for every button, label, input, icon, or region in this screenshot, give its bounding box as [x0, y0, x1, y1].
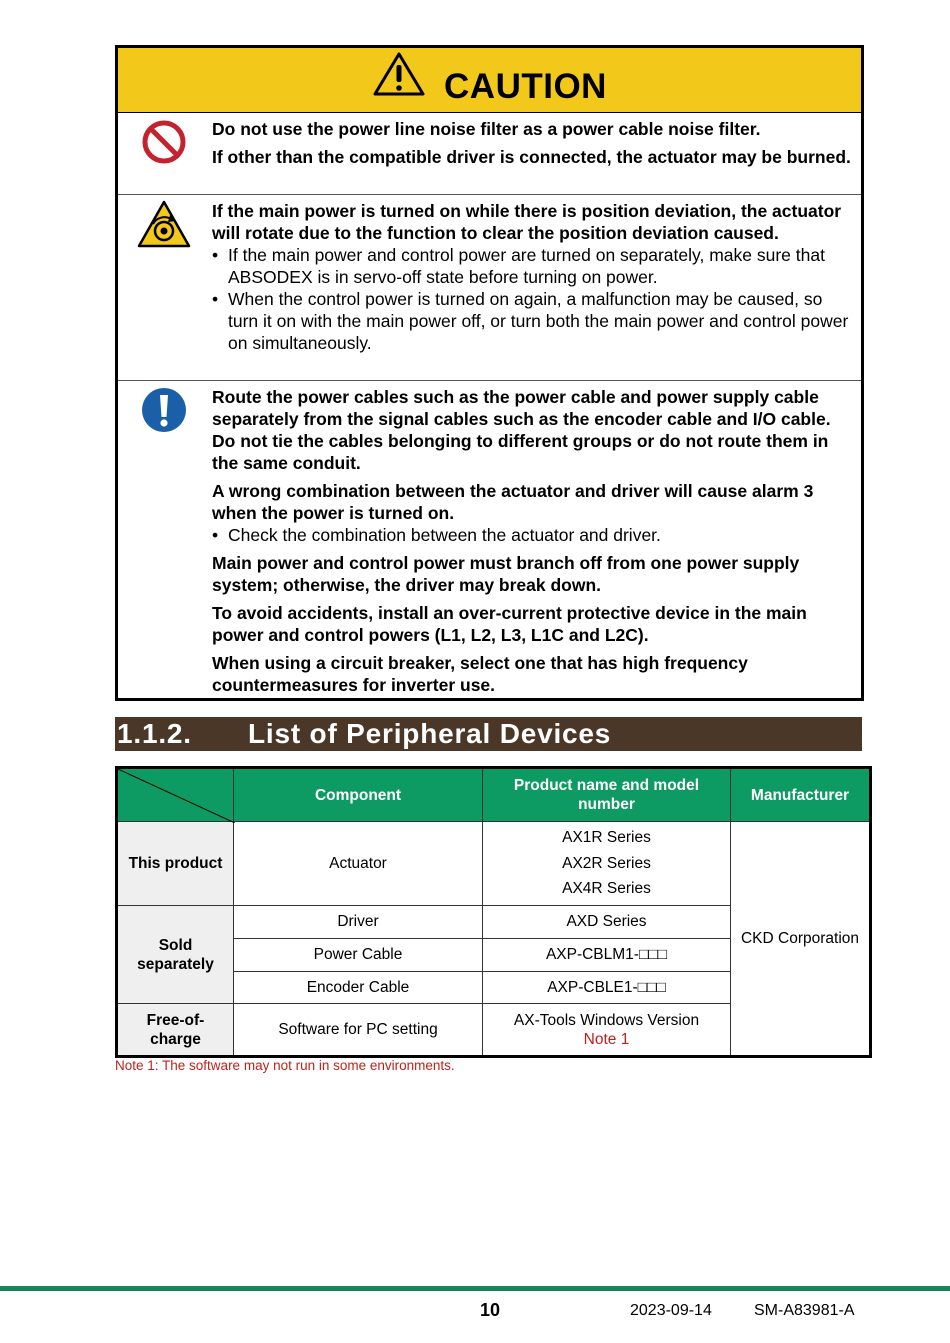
row-header: This product: [117, 822, 234, 906]
table-cell: AXP-CBLE1-□□□: [483, 972, 731, 1004]
column-header: Manufacturer: [731, 768, 871, 822]
caution-row-noise-filter: [118, 113, 861, 195]
section-title: List of Peripheral Devices: [248, 718, 612, 749]
section-number: 1.1.2.: [117, 718, 192, 749]
mandatory-exclamation-icon: [141, 387, 187, 701]
rotation-hazard-icon: [137, 200, 191, 380]
bullet-item: • If the main power and control power are turned on separately, make sure that ABSODEX is in servo-off state before turning on power.: [212, 245, 825, 287]
manufacturer-cell: CKD Corporation: [731, 822, 871, 1057]
caution-text: Route the power cables such as the power cable and power supply cable separately from the signal cables such as the encoder cable and I/O cable. Do not tie the cables belonging to different groups or do not route them in the same conduit.: [212, 387, 831, 473]
table-cell: AXP-CBLM1-□□□: [483, 939, 731, 972]
table-cell: AX-Tools Windows Version Note 1: [483, 1004, 731, 1057]
caution-text: A wrong combination between the actuator and driver will cause alarm 3 when the power is turned on.: [212, 481, 814, 523]
table-cell: AXD Series: [483, 906, 731, 939]
table-cell: Actuator: [234, 822, 483, 906]
peripheral-devices-table: [115, 766, 872, 1058]
table-cell: AX1R Series AX2R Series AX4R Series: [483, 822, 731, 906]
section-heading: [115, 717, 862, 751]
prohibition-icon: [141, 119, 187, 194]
table-note: Note 1: The software may not run in some environments.: [115, 1058, 455, 1073]
table-cell: Software for PC setting: [234, 1004, 483, 1057]
table-cell: Encoder Cable: [234, 972, 483, 1004]
caution-row-cabling: [118, 381, 861, 701]
table-row: [117, 822, 871, 906]
caution-row-position-deviation: [118, 195, 861, 381]
caution-text: Do not use the power line noise filter as a power cable noise filter.: [212, 119, 761, 139]
page-number: 10: [480, 1300, 501, 1320]
table-cell: Power Cable: [234, 939, 483, 972]
row-header: Sold separately: [117, 906, 234, 1004]
caution-heading: If the main power is turned on while there is position deviation, the actuator will rotate due to the function to clear the position deviation caused.: [212, 201, 842, 243]
column-header: Product name and model number: [483, 768, 731, 822]
caution-title: CAUTION: [444, 67, 607, 106]
table-corner-cell: [117, 768, 234, 822]
caution-text: To avoid accidents, install an over-current protective device in the main power and control powers (L1, L2, L3, L1C and L2C).: [212, 603, 807, 645]
bullet-item: • Check the combination between the actuator and driver.: [212, 525, 661, 545]
table-header-row: [117, 768, 871, 822]
table-cell: Driver: [234, 906, 483, 939]
warning-triangle-icon: [372, 59, 426, 102]
caution-text: Main power and control power must branch off from one power supply system; otherwise, the driver may break down.: [212, 553, 800, 595]
footer-document-id: SM-A83981-A: [754, 1302, 855, 1319]
caution-box: [115, 45, 864, 701]
footer-divider: [0, 1286, 950, 1291]
bullet-item: • When the control power is turned on again, a malfunction may be caused, so turn it on with the main power off, or turn both the main power and control power on simultaneously.: [212, 289, 849, 353]
caution-header: [118, 48, 861, 113]
row-header: Free-of-charge: [117, 1004, 234, 1057]
caution-text: If other than the compatible driver is connected, the actuator may be burned.: [212, 147, 851, 167]
caution-text: When using a circuit breaker, select one that has high frequency countermeasures for inverter use.: [212, 653, 748, 695]
column-header: Component: [234, 768, 483, 822]
footer-date: 2023-09-14: [630, 1302, 712, 1319]
note-reference: Note 1: [583, 1030, 630, 1048]
